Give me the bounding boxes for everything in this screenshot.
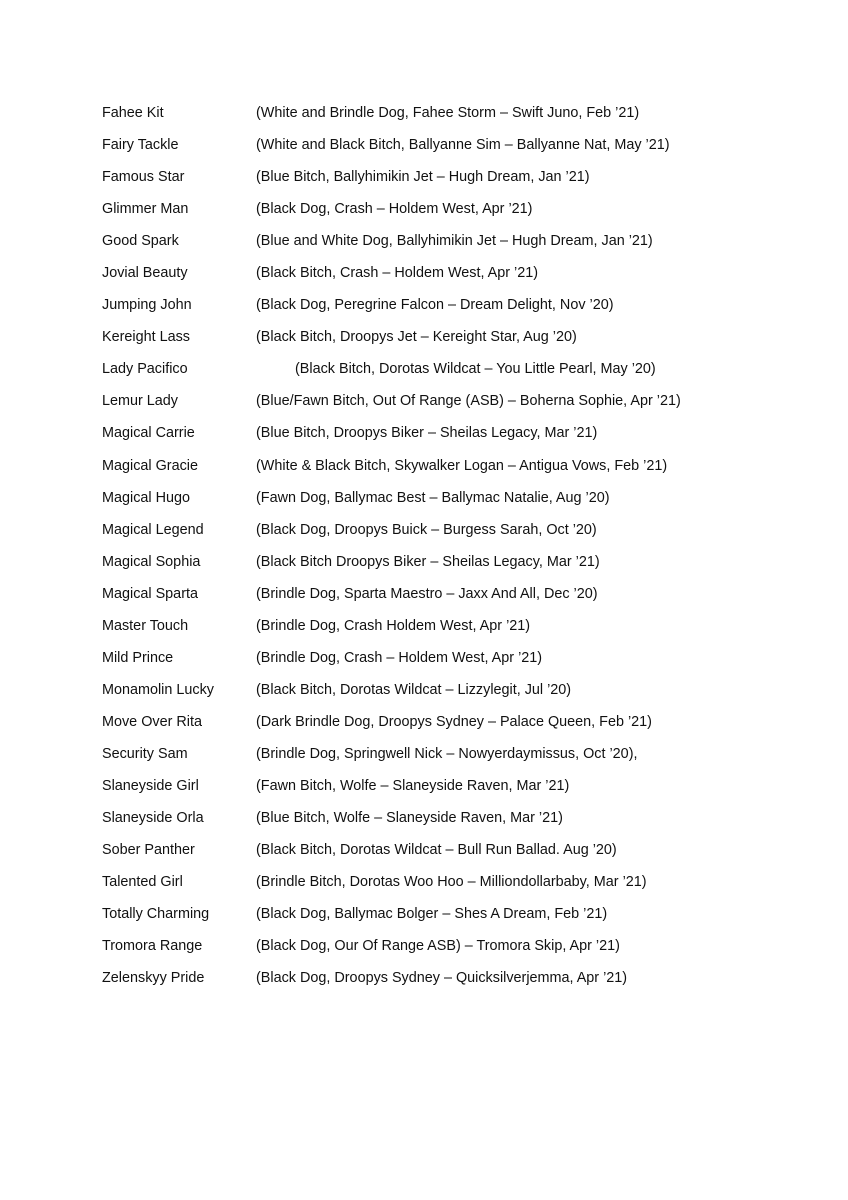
dog-details: (Black Dog, Our Of Range ASB) – Tromora Skip, Apr ’21) [256,938,620,955]
dog-details: (Fawn Dog, Ballymac Best – Ballymac Natalie, Aug ’20) [256,489,610,506]
dog-details: (Blue/Fawn Bitch, Out Of Range (ASB) – Boherna Sophie, Apr ’21) [256,393,681,410]
dog-details: (Brindle Dog, Crash Holdem West, Apr ’21) [256,617,531,634]
list-item [102,454,822,486]
dog-details: (Blue Bitch, Droopys Biker – Sheilas Legacy, Mar ’21) [256,425,598,442]
list-item [102,774,822,806]
dog-details: (White & Black Bitch, Skywalker Logan – Antigua Vows, Feb ’21) [256,457,668,474]
dog-name: Lemur Lady [102,393,178,410]
dog-name: Lady Pacifico [102,361,188,378]
dog-details: (Black Bitch, Droopys Jet – Kereight Star, Aug ’20) [256,329,577,346]
dog-details: (Black Bitch, Dorotas Wildcat – Bull Run Ballad. Aug ’20) [256,842,617,859]
list-item [102,165,822,197]
dog-name: Magical Legend [102,521,204,538]
dog-name: Magical Carrie [102,425,195,442]
list-item [102,550,822,582]
dog-name: Sober Panther [102,842,195,859]
dog-name: Tromora Range [102,938,203,955]
list-item [102,229,822,261]
dog-details: (Dark Brindle Dog, Droopys Sydney – Palace Queen, Feb ’21) [256,713,652,730]
list-item [102,133,822,165]
dog-details: (Black Bitch, Dorotas Wildcat – Lizzylegit, Jul ’20) [256,681,572,698]
list-item [102,197,822,229]
list-item [102,518,822,550]
dog-details: (Black Bitch, Crash – Holdem West, Apr ’21) [256,265,539,282]
list-item [102,357,822,389]
list-item [102,101,822,133]
dog-details: (Blue Bitch, Ballyhimikin Jet – Hugh Dream, Jan ’21) [256,169,590,186]
dog-details: (Brindle Dog, Crash – Holdem West, Apr ’21) [256,649,543,666]
list-item [102,646,822,678]
dog-name: Monamolin Lucky [102,681,214,698]
list-item [102,614,822,646]
dog-details: (Blue Bitch, Wolfe – Slaneyside Raven, Mar ’21) [256,810,563,827]
list-item [102,293,822,325]
dog-details: (Black Dog, Crash – Holdem West, Apr ’21) [256,201,533,218]
dog-details: (Brindle Dog, Springwell Nick – Nowyerdaymissus, Oct ’20), [256,745,638,762]
dog-details: (Black Dog, Droopys Buick – Burgess Sarah, Oct ’20) [256,521,597,538]
dog-name: Fairy Tackle [102,137,179,154]
list-item [102,966,822,998]
dog-name: Slaneyside Orla [102,810,204,827]
dog-name: Magical Hugo [102,489,190,506]
dog-name: Talented Girl [102,874,183,891]
list-item [102,582,822,614]
list-item [102,678,822,710]
dog-details: (Black Bitch, Dorotas Wildcat – You Little Pearl, May ’20) [295,361,656,378]
dog-name: Mild Prince [102,649,174,666]
dog-details: (Black Dog, Peregrine Falcon – Dream Delight, Nov ’20) [256,297,614,314]
dog-name: Totally Charming [102,906,210,923]
greyhound-list [102,101,822,998]
dog-name: Famous Star [102,169,185,186]
dog-name: Magical Sophia [102,553,201,570]
dog-name: Good Spark [102,233,179,250]
dog-details: (Fawn Bitch, Wolfe – Slaneyside Raven, Mar ’21) [256,777,570,794]
list-item [102,421,822,453]
dog-name: Magical Sparta [102,585,198,602]
dog-details: (Black Bitch Droopys Biker – Sheilas Legacy, Mar ’21) [256,553,600,570]
dog-name: Kereight Lass [102,329,190,346]
dog-name: Move Over Rita [102,713,202,730]
dog-details: (Brindle Bitch, Dorotas Woo Hoo – Milliondollarbaby, Mar ’21) [256,874,647,891]
dog-name: Security Sam [102,745,188,762]
dog-details: (White and Black Bitch, Ballyanne Sim – Ballyanne Nat, May ’21) [256,137,670,154]
dog-details: (Black Dog, Droopys Sydney – Quicksilverjemma, Apr ’21) [256,970,628,987]
list-item [102,742,822,774]
dog-details: (Blue and White Dog, Ballyhimikin Jet – Hugh Dream, Jan ’21) [256,233,653,250]
list-item [102,325,822,357]
dog-details: (Brindle Dog, Sparta Maestro – Jaxx And All, Dec ’20) [256,585,598,602]
list-item [102,934,822,966]
dog-name: Magical Gracie [102,457,198,474]
list-item [102,902,822,934]
list-item [102,838,822,870]
dog-name: Jumping John [102,297,192,314]
dog-name: Glimmer Man [102,201,189,218]
dog-details: (White and Brindle Dog, Fahee Storm – Swift Juno, Feb ’21) [256,105,640,121]
list-item [102,710,822,742]
dog-name: Zelenskyy Pride [102,970,205,987]
dog-name: Jovial Beauty [102,265,188,282]
list-item [102,486,822,518]
dog-details: (Black Dog, Ballymac Bolger – Shes A Dream, Feb ’21) [256,906,608,923]
dog-name: Slaneyside Girl [102,777,199,794]
dog-name: Master Touch [102,617,189,634]
list-item [102,870,822,902]
list-item [102,806,822,838]
list-item [102,261,822,293]
list-item [102,389,822,421]
dog-name: Fahee Kit [102,105,164,121]
